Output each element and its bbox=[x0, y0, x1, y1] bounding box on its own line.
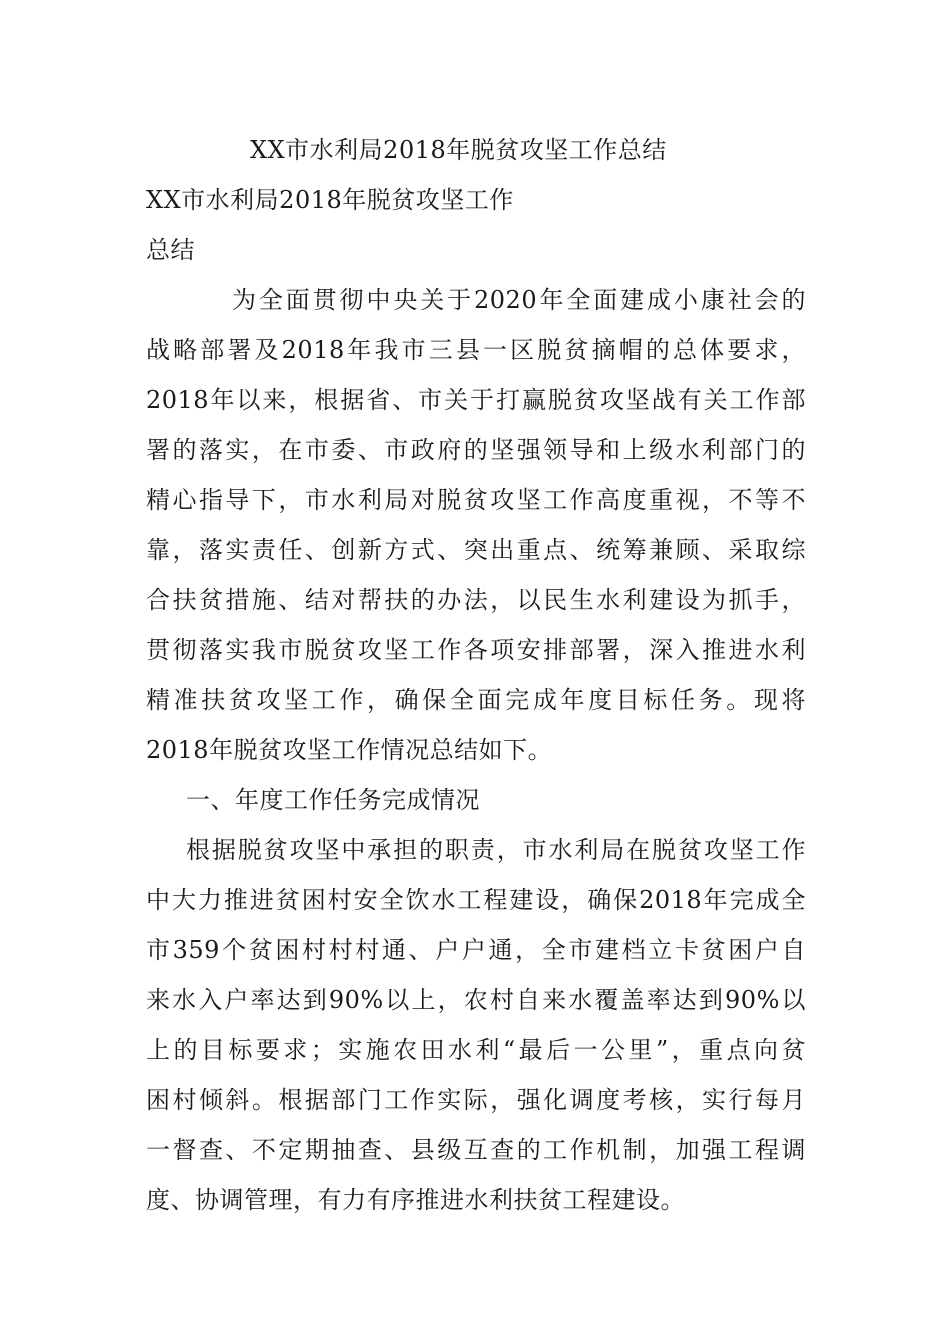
section-1-heading: 一、年度工作任务完成情况 bbox=[186, 786, 480, 814]
intro-line-7: 合扶贫措施、结对帮扶的办法，以民生水利建设为抓手， bbox=[146, 586, 806, 614]
section-1-line-6: 困村倾斜。根据部门工作实际，强化调度考核，实行每月 bbox=[146, 1086, 806, 1114]
intro-line-6: 靠，落实责任、创新方式、突出重点、统筹兼顾、采取综 bbox=[146, 536, 806, 564]
section-1-line-2: 中大力推进贫困村安全饮水工程建设，确保2018年完成全 bbox=[146, 886, 806, 914]
intro-line-9: 精准扶贫攻坚工作，确保全面完成年度目标任务。现将 bbox=[146, 686, 806, 714]
intro-line-10: 2018年脱贫攻坚工作情况总结如下。 bbox=[146, 736, 553, 764]
document-subtitle-line-2: 总结 bbox=[146, 236, 195, 264]
section-1-line-5: 上的目标要求；实施农田水利“最后一公里”，重点向贫 bbox=[146, 1036, 806, 1064]
document-title: XX市水利局2018年脱贫攻坚工作总结 bbox=[250, 136, 667, 164]
intro-line-1: 为全面贯彻中央关于2020年全面建成小康社会的 bbox=[232, 286, 806, 314]
intro-line-5: 精心指导下，市水利局对脱贫攻坚工作高度重视，不等不 bbox=[146, 486, 806, 514]
section-1-line-3: 市359个贫困村村村通、户户通，全市建档立卡贫困户自 bbox=[146, 936, 806, 964]
intro-line-4: 署的落实，在市委、市政府的坚强领导和上级水利部门的 bbox=[146, 436, 806, 464]
section-1-line-1: 根据脱贫攻坚中承担的职责，市水利局在脱贫攻坚工作 bbox=[186, 836, 806, 864]
intro-line-3: 2018年以来，根据省、市关于打赢脱贫攻坚战有关工作部 bbox=[146, 386, 806, 414]
section-1-line-4: 来水入户率达到90%以上，农村自来水覆盖率达到90%以 bbox=[146, 986, 806, 1014]
document-subtitle-line-1: XX市水利局2018年脱贫攻坚工作 bbox=[146, 186, 514, 214]
intro-line-2: 战略部署及2018年我市三县一区脱贫摘帽的总体要求， bbox=[146, 336, 806, 364]
section-1-line-8: 度、协调管理，有力有序推进水利扶贫工程建设。 bbox=[146, 1186, 685, 1214]
section-1-line-7: 一督查、不定期抽查、县级互查的工作机制，加强工程调 bbox=[146, 1136, 806, 1164]
intro-line-8: 贯彻落实我市脱贫攻坚工作各项安排部署，深入推进水利 bbox=[146, 636, 806, 664]
